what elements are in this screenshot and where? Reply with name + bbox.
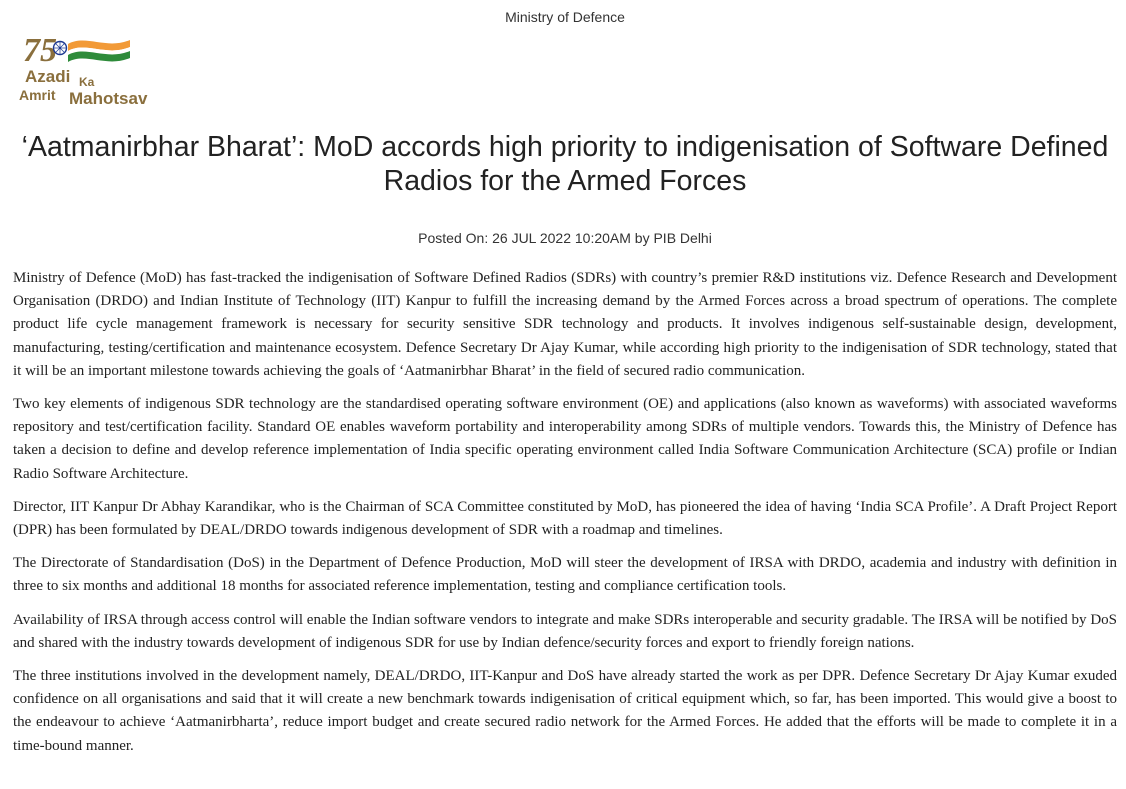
logo-graphic [18, 28, 163, 110]
article-paragraph: The Directorate of Standardisation (DoS) in the Department of Defence Production, MoD will steer the development of IRSA with DRDO, academia and industry with definition in three to six months and additional 18 months for associated reference implementation, testing and compliance certification tools. [13, 555, 1117, 595]
logo-number: 75 [23, 32, 57, 69]
article-paragraph: Availability of IRSA through access control will enable the Indian software vendors to integrate and make SDRs interoperable and security gradable. The IRSA will be notified by DoS and shared with the industry towards development of indigenous SDR for use by Indian defence/security forces and export to friendly foreign nations. [13, 611, 1117, 651]
logo-ka: Ka [79, 75, 95, 89]
article-paragraph: Director, IIT Kanpur Dr Abhay Karandikar, who is the Chairman of SCA Committee constituted by MoD, has pioneered the idea of having ‘India SCA Profile’. A Draft Project Report (DPR) has been formulated by DEAL/DRDO towards indigenous development of SDR with a roadmap and timelines. [13, 498, 1117, 539]
article-paragraph: The three institutions involved in the development namely, DEAL/DRDO, IIT-Kanpur and DoS have already started the work as per DPR. Defence Secretary Dr Ajay Kumar exuded confidence on all organisations and said that it will create a new benchmark towards indigenisation of critical equipment which, so far, has been imported. This would give a boost to the endeavour to achieve ‘Aatmanirbharta’, reduce import budget and create secured radio network for the Armed Forces. He added that the efforts will be made to complete it in a time-bound manner. [13, 668, 1117, 754]
article-paragraph: Two key elements of indigenous SDR technology are the standardised operating software environment (OE) and applications (also known as waveforms) with associated waveforms repository and test/certification facility. Standard OE enables waveform portability and interoperability among SDRs of multiple vendors. Towards this, the Ministry of Defence has taken a decision to define and develop reference implementation of India specific operating environment called India Software Communication Architecture (SCA) profile or Indian Radio Software Architecture. [13, 396, 1117, 482]
azadi-ka-amrit-mahotsav-logo[interactable] [18, 28, 163, 110]
article-title: ‘Aatmanirbhar Bharat’: MoD accords high priority to indigenisation of Software Defined Radios for the Armed Forces [21, 131, 1109, 197]
logo-mahotsav: Mahotsav [69, 89, 148, 108]
flag-icon [68, 40, 130, 62]
ministry-label: Ministry of Defence [505, 9, 625, 25]
article-paragraph: Ministry of Defence (MoD) has fast-tracked the indigenisation of Software Defined Radios (SDRs) with country’s premier R&D institutions viz. Defence Research and Development Organisation (DRDO) and Indian Institute of Technology (IIT) Kanpur to fulfill the increasing demand by the Armed Forces across a broad spectrum of operations. The complete product life cycle management framework is necessary for security sensitive SDR technology and products. It involves indigenous self-sustainable design, development, manufacturing, testing/certification and maintenance ecosystem. Defence Secretary Dr Ajay Kumar, while according high priority to the indigenisation of SDR technology, stated that it will be an important milestone towards achieving the goals of ‘Aatmanirbhar Bharat’ in the field of secured radio communication. [13, 270, 1117, 379]
chakra-icon [54, 42, 67, 55]
article-body [13, 267, 1117, 768]
posted-on: Posted On: 26 JUL 2022 10:20AM by PIB Delhi [418, 230, 712, 246]
logo-amrit: Amrit [19, 87, 56, 103]
logo-azadi: Azadi [25, 67, 71, 86]
